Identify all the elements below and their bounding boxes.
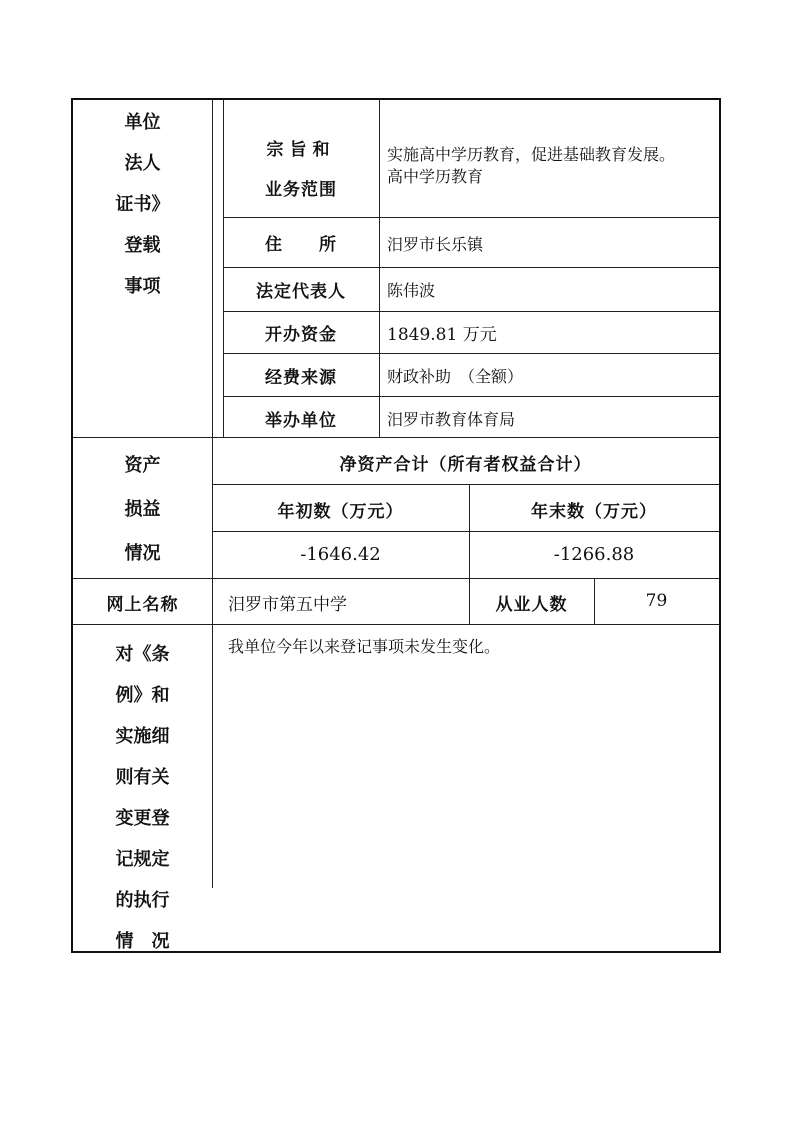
divider [73, 437, 719, 438]
divider [73, 624, 719, 625]
divider [223, 311, 719, 312]
section4-side-label: 对《条 例》和 实施细 则有关 变更登 记规定 的执行 情 况 [115, 644, 170, 952]
staff-count-label: 从业人数 [495, 595, 568, 615]
address-value: 汨罗市长乐镇 [387, 235, 484, 254]
ending-balance-label: 年末数（万元） [531, 502, 657, 522]
funding-source-value: 财政补助 （全额） [387, 367, 524, 386]
purpose-scope-label: 宗旨和 业务范围 [265, 140, 337, 200]
sponsor-unit-value: 汨罗市教育体育局 [387, 410, 516, 429]
divider [223, 217, 719, 218]
funding-source-label: 经费来源 [265, 368, 337, 388]
net-assets-header: 净资产合计（所有者权益合计） [339, 455, 592, 475]
online-name-label: 网上名称 [106, 595, 179, 615]
divider [379, 100, 380, 437]
beginning-balance-label: 年初数（万元） [277, 502, 404, 522]
legal-representative-value: 陈伟波 [387, 281, 436, 300]
staff-count-value: 79 [645, 591, 668, 611]
divider [212, 100, 213, 888]
divider [212, 484, 719, 485]
registration-form-table [71, 98, 721, 953]
purpose-scope-value: 实施高中学历教育，促进基础教育发展。 高中学历教育 [387, 145, 676, 186]
divider [223, 267, 719, 268]
ending-balance-value: -1266.88 [553, 544, 635, 565]
initial-capital-label: 开办资金 [265, 325, 337, 345]
divider [212, 531, 719, 532]
initial-capital-value: 1849.81 万元 [387, 325, 497, 345]
address-label: 住 所 [265, 235, 337, 255]
divider [73, 578, 719, 579]
legal-representative-label: 法定代表人 [256, 282, 346, 302]
divider [223, 353, 719, 354]
divider [223, 396, 719, 397]
section2-side-label: 资产 损益 情况 [124, 455, 161, 564]
online-name-value: 汨罗市第五中学 [228, 595, 347, 615]
sponsor-unit-label: 举办单位 [265, 411, 337, 431]
beginning-balance-value: -1646.42 [300, 544, 381, 565]
regulation-compliance-value: 我单位今年以来登记事项未发生变化。 [228, 637, 501, 656]
section1-side-label: 单位 法人 证书》 登载 事项 [115, 112, 170, 297]
